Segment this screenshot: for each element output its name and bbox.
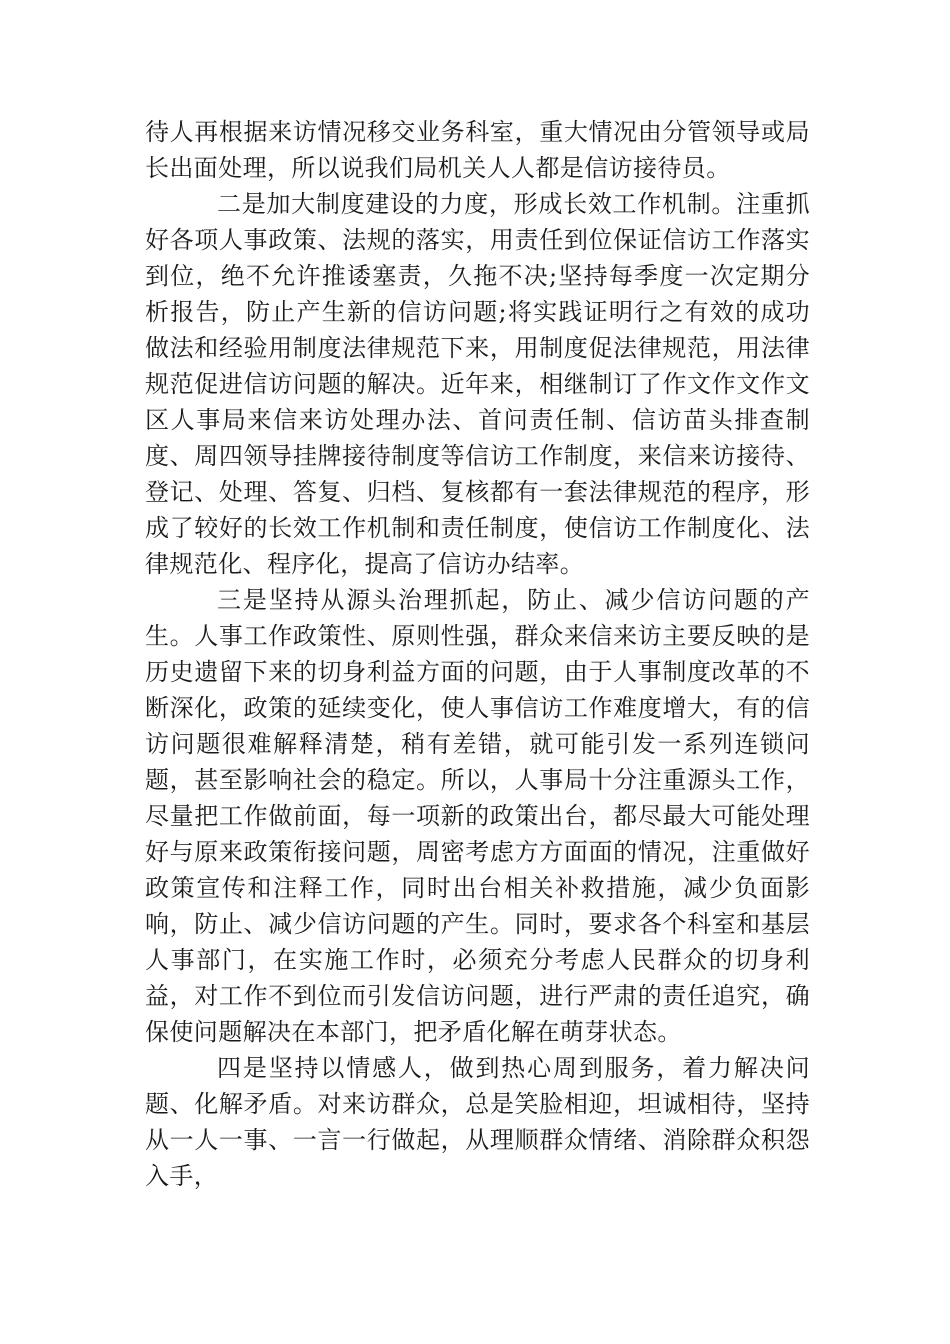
paragraph-4: 四是坚持以情感人，做到热心周到服务，着力解决问题、化解矛盾。对来访群众，总是笑脸相迎，坦诚相待，坚持从一人一事、一言一行做起，从理顺群众情绪、消除群众积怨入手， [145,1054,810,1190]
paragraph-3: 三是坚持从源头治理抓起，防止、减少信访问题的产生。人事工作政策性、原则性强，群众来信来访主要反映的是历史遗留下来的切身利益方面的问题，由于人事制度改革的不断深化，政策的延续变化，使人事信访工作难度增大，有的信访问题很难解释清楚，稍有差错，就可能引发一系列连锁问题，甚至影响社会的稳定。所以，人事局十分注重源头工作，尽量把工作做前面，每一项新的政策出台，都尽最大可能处理好与原来政策衔接问题，周密考虑方方面面的情况，注重做好政策宣传和注释工作，同时出台相关补救措施，减少负面影响，防止、减少信访问题的产生。同时，要求各个科室和基层人事部门，在实施工作时，必须充分考虑人民群众的切身利益，对工作不到位而引发信访问题，进行严肃的责任追究，确保使问题解决在本部门，把矛盾化解在萌芽状态。 [145,586,810,1046]
document-page [145,114,810,1194]
paragraph-1: 待人再根据来访情况移交业务科室，重大情况由分管领导或局长出面处理，所以说我们局机关人人都是信访接待员。 [145,118,810,182]
paragraph-2: 二是加大制度建设的力度，形成长效工作机制。注重抓好各项人事政策、法规的落实，用责任到位保证信访工作落实到位，绝不允许推诿塞责，久拖不决;坚持每季度一次定期分析报告，防止产生新的信访问题;将实践证明行之有效的成功做法和经验用制度法律规范下来，用制度促法律规范，用法律规范促进信访问题的解决。近年来，相继制订了作文作文作文区人事局来信来访处理办法、首问责任制、信访苗头排查制度、周四领导挂牌接待制度等信访工作制度，来信来访接待、登记、处理、答复、归档、复核都有一套法律规范的程序，形成了较好的长效工作机制和责任制度，使信访工作制度化、法律规范化、程序化，提高了信访办结率。 [145,190,810,578]
